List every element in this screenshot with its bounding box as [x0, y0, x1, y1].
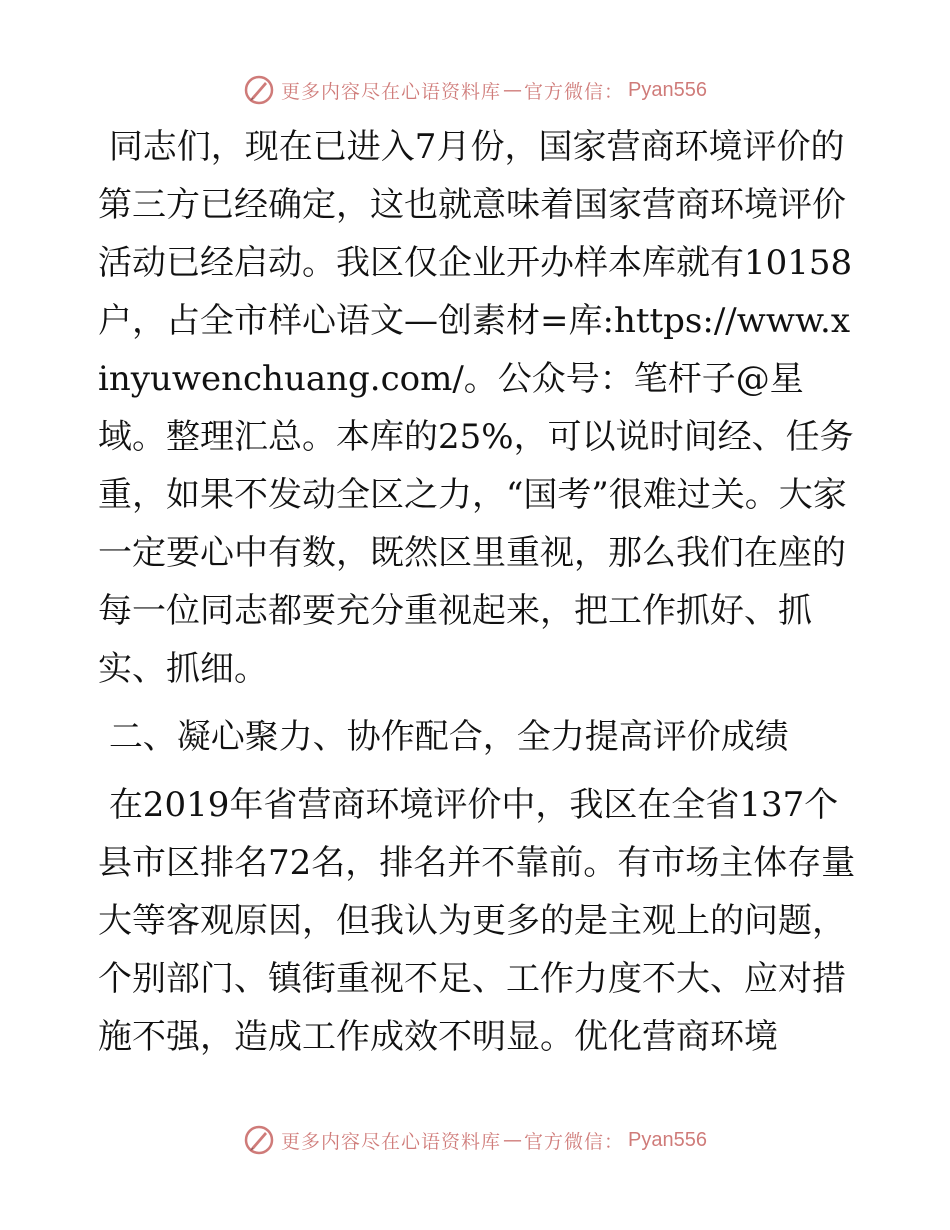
watermark-header — [0, 68, 950, 112]
watermark-brand: 更多内容尽在心语资料库 — [281, 80, 502, 103]
watermark-wechat-label: 官方微信： — [524, 80, 625, 103]
watermark-wechat-label: 官方微信： — [524, 1130, 625, 1153]
section-heading: 二、凝心聚力、协作配合，全力提高评价成绩 — [98, 717, 789, 757]
watermark-wechat-id: Pyan556 — [628, 78, 707, 101]
document-body — [98, 118, 858, 1066]
quill-pen-logo-icon — [243, 1124, 275, 1156]
watermark-separator: — — [503, 1129, 523, 1151]
quill-pen-logo-icon — [243, 74, 275, 106]
paragraph-ranking: 在2019年省营商环境评价中，我区在全省137个县市区排名72名，排名并不靠前。有市场主体存量大等客观原因，但我认为更多的是主观上的问题，个别部门、镇街重视不足、工作力度不大、应对措施不强，造成工作成效不明显。优化营商环境 — [98, 785, 856, 1057]
watermark-brand: 更多内容尽在心语资料库 — [281, 1130, 502, 1153]
watermark-footer — [0, 1118, 950, 1162]
watermark-separator: — — [503, 79, 523, 101]
paragraph-intro: 同志们，现在已进入7月份，国家营商环境评价的第三方已经确定，这也就意味着国家营商环境评价活动已经启动。我区仅企业开办样本库就有10158户，占全市样心语文—创素材=库:https://www.xinyuwenchuang.com/。公众号：笔杆子@星域。整理汇总。本库的25%，可以说时间经、任务重，如果不发动全区之力，“国考”很难过关。大家一定要心中有数，既然区里重视，那么我们在座的每一位同志都要充分重视起来，把工作抓好、抓实、抓细。 — [98, 127, 854, 689]
watermark-wechat-id: Pyan556 — [628, 1128, 707, 1151]
